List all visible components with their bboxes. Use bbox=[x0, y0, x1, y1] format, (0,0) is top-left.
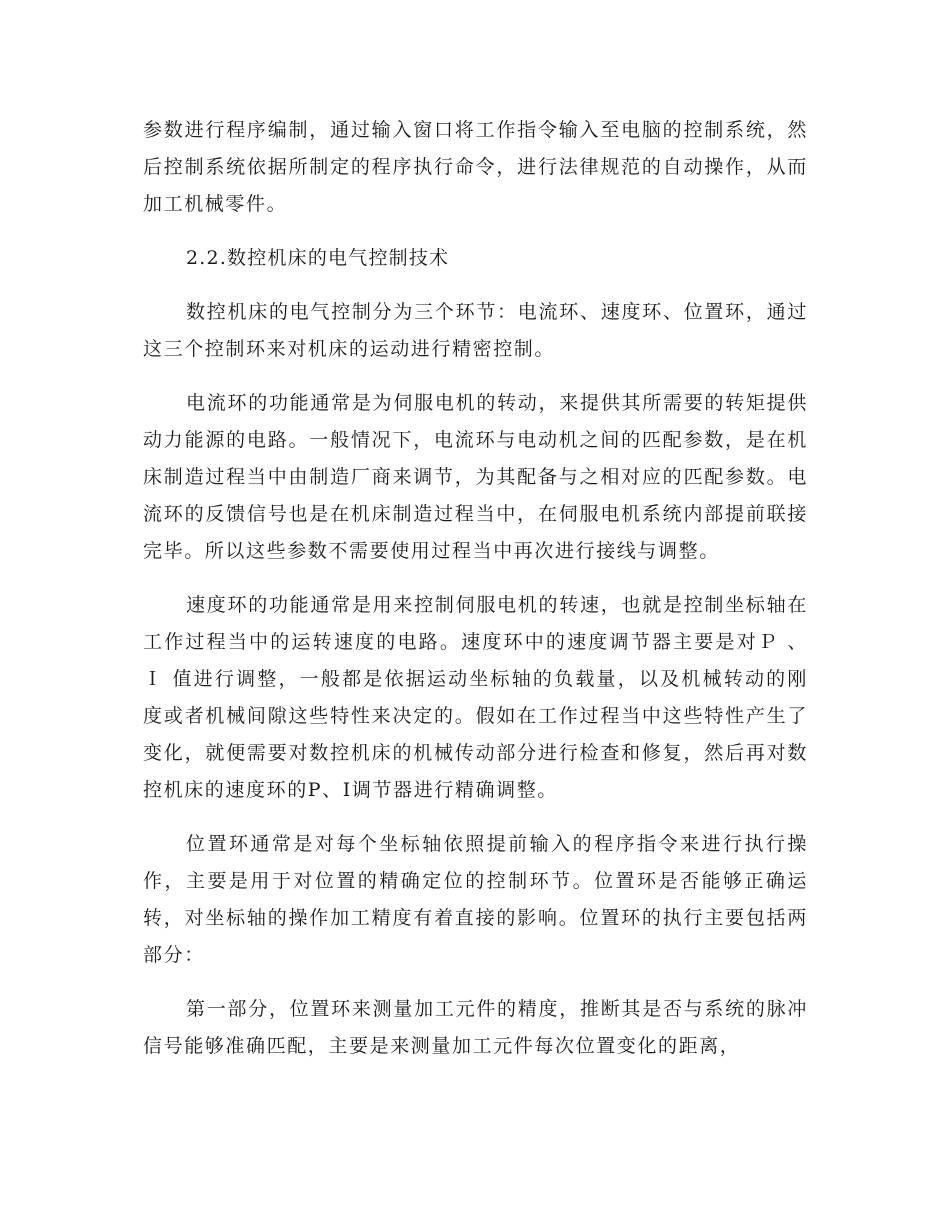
document-body bbox=[143, 112, 808, 1082]
paragraph-speed-loop: 速度环的功能通常是用来控制伺服电机的转速，也就是控制坐标轴在工作过程当中的运转速度的电路。速度环中的速度调节器主要是对Ｐ 、Ｉ 值进行调整，一般都是依据运动坐标轴的负载量，以及机械转动的刚度或者机械间隙这些特性来决定的。假如在工作过程当中这些特性产生了变化，就便需要对数控机床的机械传动部分进行检查和修复，然后再对数控机床的速度环的P、I调节器进行精确调整。 bbox=[143, 594, 808, 801]
paragraph-control-overview: 数控机床的电气控制分为三个环节：电流环、速度环、位置环，通过这三个控制环来对机床的运动进行精密控制。 bbox=[143, 301, 808, 360]
paragraph-current-loop: 电流环的功能通常是为伺服电机的转动，来提供其所需要的转矩提供动力能源的电路。一般情况下，电流环与电动机之间的匹配参数，是在机床制造过程当中由制造厂商来调节，为其配备与之相对应的匹配参数。电流环的反馈信号也是在机床制造过程当中，在伺服电机系统内部提前联接完毕。所以这些参数不需要使用过程当中再次进行接线与调整。 bbox=[143, 392, 808, 562]
section-heading: 2.2.数控机床的电气控制技术 bbox=[186, 247, 450, 269]
paragraph-part-one: 第一部分，位置环来测量加工元件的精度，推断其是否与系统的脉冲信号能够准确匹配，主要是来测量加工元件每次位置变化的距离， bbox=[143, 998, 808, 1057]
paragraph-position-loop: 位置环通常是对每个坐标轴依照提前输入的程序指令来进行执行操作，主要是用于对位置的精确定位的控制环节。位置环是否能够正确运转，对坐标轴的操作加工精度有着直接的影响。位置环的执行主要包括两部分： bbox=[143, 833, 808, 966]
paragraph-continuation: 参数进行程序编制，通过输入窗口将工作指令输入至电脑的控制系统，然后控制系统依据所制定的程序执行命令，进行法律规范的自动操作，从而加工机械零件。 bbox=[143, 119, 808, 215]
